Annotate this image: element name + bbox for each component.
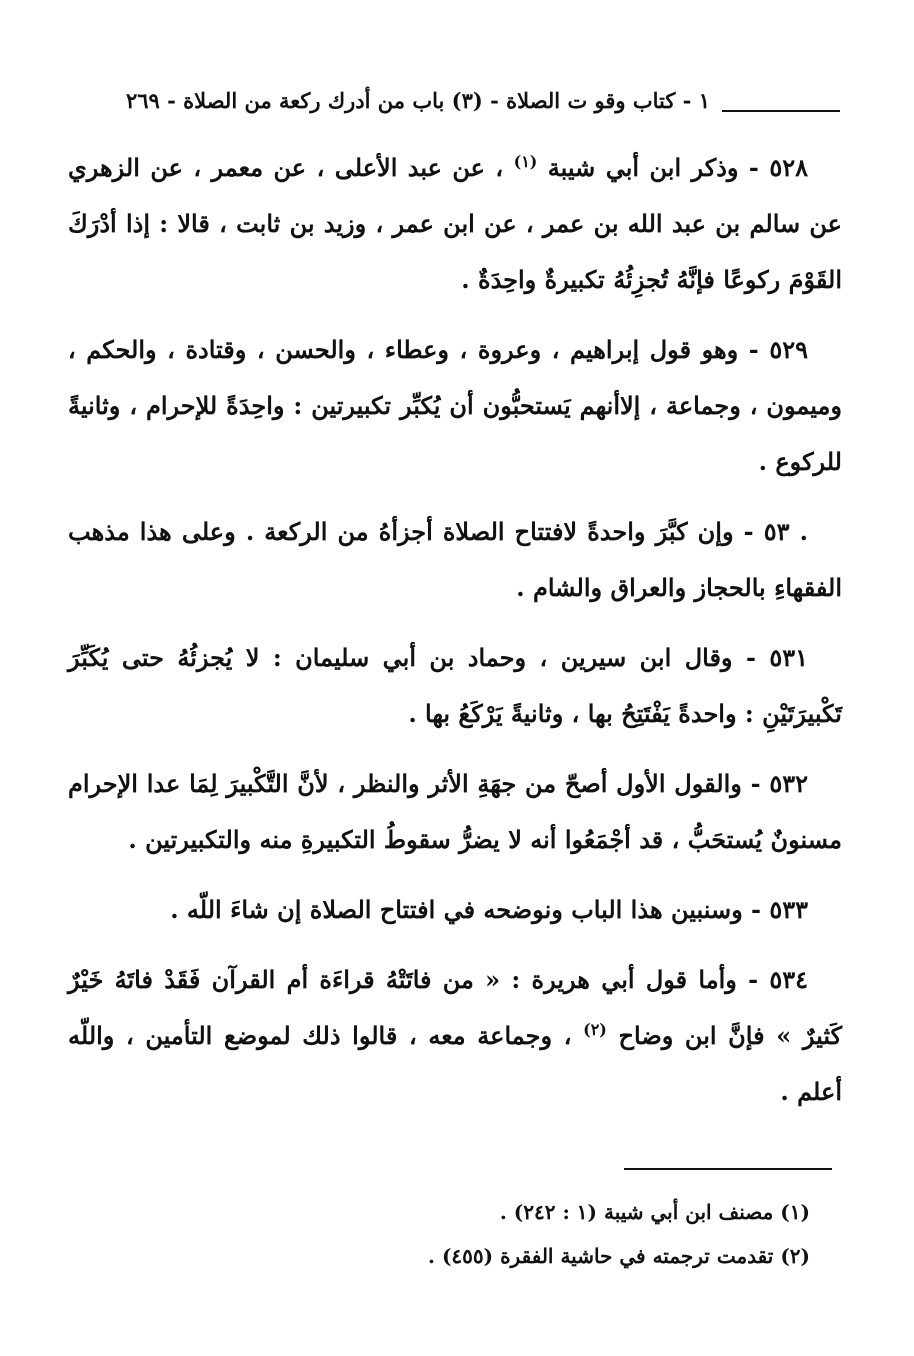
footnote-ref: (٢) — [583, 1020, 607, 1039]
paragraph-text: ٥٣١ - وقال ابن سيرين ، وحماد بن أبي سليمان : لا يُجزئُهُ حتى يُكَبِّرَ تَكْبيرَتَيْنِ : واحدةً يَفْتَتِحُ بها ، وثانيةً يَرْكَعُ بها . — [68, 643, 842, 728]
paragraph-text: ٥٢٨ - وذكر ابن أبي شيبة — [537, 153, 809, 182]
paragraph-text: ٥٣٤ - وأما قول أبي هريرة : « من فاتَتْهُ قراءَة أم القرآن فَقَدْ فاتَهُ خَيْرٌ كَثيرٌ » فإنَّ ابن وضاح — [68, 965, 843, 1050]
paragraph-528 — [68, 140, 842, 308]
paragraph-text: . ٥٣ - وإن كبَّرَ واحدةً لافتتاح الصلاة أجزأهُ من الركعة . وعلى هذا مذهب الفقهاءِ بالحجاز والعراق والشام . — [68, 517, 842, 602]
paragraph-text: ، عن عبد الأعلى ، عن معمر ، عن الزهري عن سالم بن عبد الله بن عمر ، عن ابن عمر ، وزيد بن ثابت ، قالا : إذا أدْرَكَ القَوْمَ ركوعًا فإنَّهُ تُجزِئُهُ تكبيرةٌ واحِدَةٌ . — [68, 153, 842, 294]
footnote-2: (٢) تقدمت ترجمته في حاشية الفقرة (٤٥٥) . — [428, 1244, 810, 1268]
paragraph-text: ٥٢٩ - وهو قول إبراهيم ، وعروة ، وعطاء ، والحسن ، وقتادة ، والحكم ، وميمون ، وجماعة ، إلاأنهم يَستحبُّون أن يُكبِّر تكبيرتين : واحِدَةً للإحرام ، وثانيةً للركوع . — [68, 335, 842, 476]
main-text — [68, 140, 842, 1134]
paragraph-529 — [68, 322, 842, 490]
footnote-ref: (١) — [513, 152, 538, 171]
paragraph-533 — [68, 882, 842, 938]
header-title: ١ - كتاب وقو ت الصلاة - (٣) باب من أدرك ركعة من الصلاة - ٢٦٩ — [126, 88, 710, 113]
paragraph-532 — [68, 756, 842, 868]
header-rule — [722, 110, 840, 112]
paragraph-531 — [68, 630, 842, 742]
running-header — [80, 84, 840, 120]
paragraph-text: ٥٣٢ - والقول الأول أصحّ من جهَةِ الأثر والنظر ، لأنَّ التَّكْبيرَ لِمَا عدا الإحرام مسنونٌ يُستحَبُّ ، قد أجْمَعُوا أنه لا يضرُّ سقوطُ التكبيرةِ منه والتكبيرتين . — [68, 769, 842, 854]
paragraph-text: ، وجماعة معه ، قالوا ذلك لموضع التأمين ، واللّه أعلم . — [68, 1021, 842, 1106]
footnote-1: (١) مصنف ابن أبي شيبة (١ : ٢٤٢) . — [499, 1200, 810, 1224]
footnotes — [110, 1190, 810, 1278]
paragraph-530 — [68, 504, 842, 616]
paragraph-534 — [68, 952, 842, 1120]
footnote-separator — [624, 1168, 832, 1170]
paragraph-text: ٥٣٣ - وسنبين هذا الباب ونوضحه في افتتاح الصلاة إن شاءَ اللّه . — [170, 895, 808, 924]
